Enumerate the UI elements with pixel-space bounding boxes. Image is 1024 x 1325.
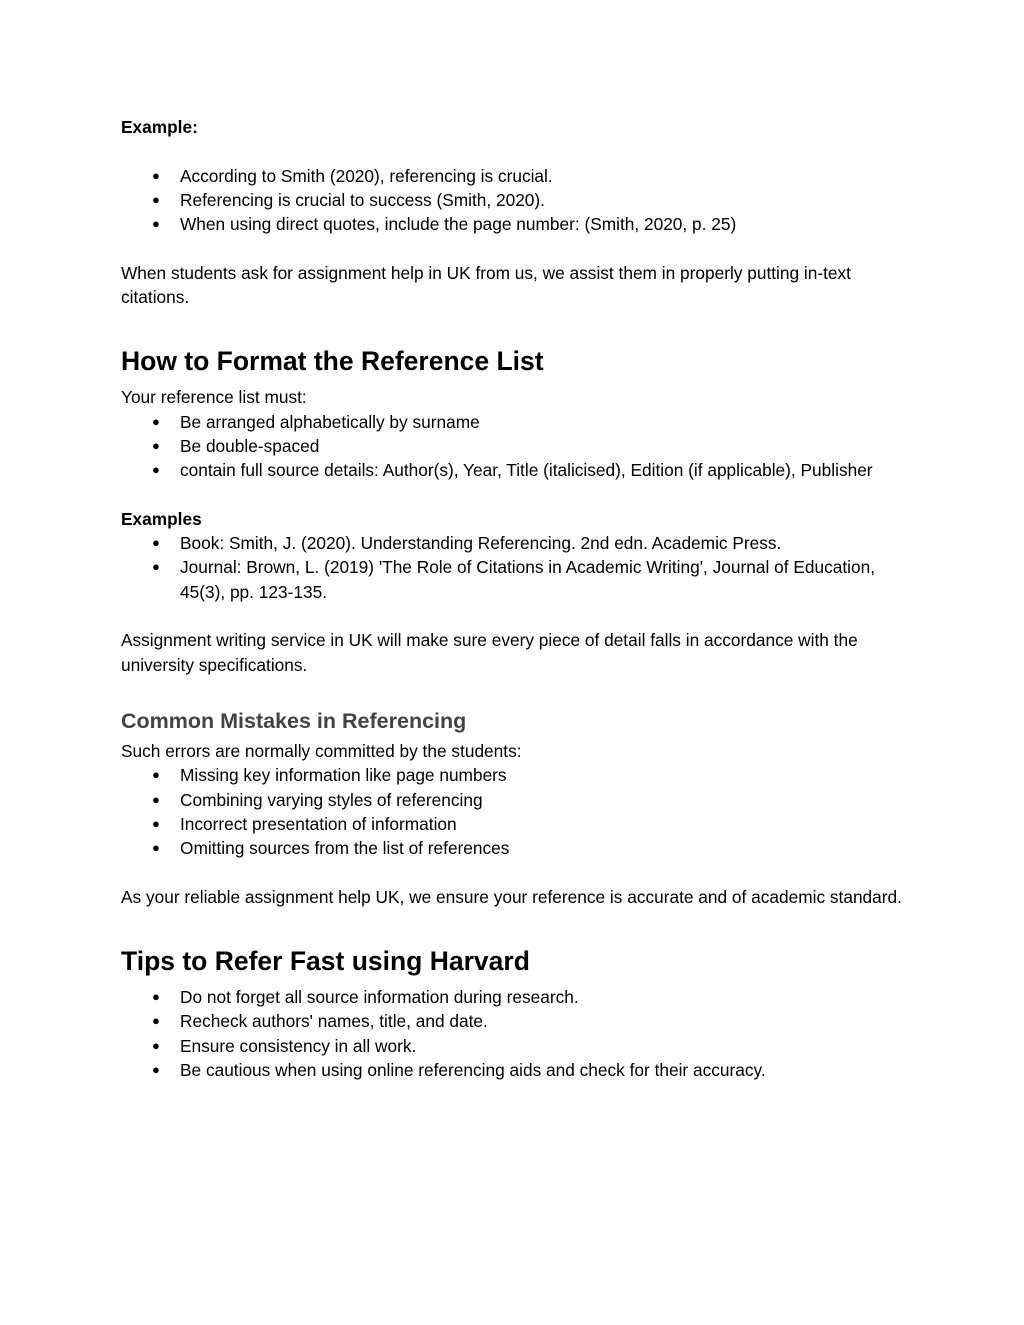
list-item: ● Be arranged alphabetically by surname: [121, 410, 911, 434]
tips-list: [121, 985, 911, 1082]
example-label: Example:: [121, 117, 198, 137]
list-item: ● Journal: Brown, L. (2019) 'The Role of Citations in Academic Writing', Journal of Education, 45(3), pp. 123-135.: [121, 555, 911, 604]
mistakes-list: [121, 763, 911, 860]
list-item: ● contain full source details: Author(s), Year, Title (italicised), Edition (if applicable), Publisher: [121, 458, 911, 482]
examples-label: Examples: [121, 508, 202, 529]
list-item: ● Be cautious when using online referencing aids and check for their accuracy.: [121, 1058, 911, 1082]
mistakes-intro: Such errors are normally committed by the students:: [121, 740, 522, 761]
reference-list-heading: How to Format the Reference List: [121, 346, 544, 377]
reference-list-paragraph: Assignment writing service in UK will make sure every piece of detail falls in accordance with the university specifications.: [121, 630, 858, 675]
list-item: ● When using direct quotes, include the page number: (Smith, 2020, p. 25): [121, 212, 911, 236]
example-paragraph: When students ask for assignment help in UK from us, we assist them in properly putting in-text citations.: [121, 262, 851, 308]
list-item: ● Incorrect presentation of information: [121, 812, 911, 836]
examples-list: [121, 531, 911, 604]
list-item: ● Do not forget all source information during research.: [121, 985, 911, 1009]
mistakes-paragraph: As your reliable assignment help UK, we ensure your reference is accurate and of academic standard.: [121, 886, 902, 907]
list-item: ● Ensure consistency in all work.: [121, 1034, 911, 1058]
list-item: ● Combining varying styles of referencing: [121, 788, 911, 812]
list-item: ● According to Smith (2020), referencing is crucial.: [121, 164, 911, 188]
list-item: ● Be double-spaced: [121, 434, 911, 458]
list-item: ● Referencing is crucial to success (Smith, 2020).: [121, 188, 911, 212]
list-item: ● Omitting sources from the list of references: [121, 836, 911, 860]
example-list: [121, 164, 911, 237]
document-page: [121, 115, 911, 1082]
tips-heading: Tips to Refer Fast using Harvard: [121, 946, 530, 977]
list-item: ● Missing key information like page numbers: [121, 763, 911, 787]
list-item: ● Recheck authors' names, title, and date.: [121, 1009, 911, 1033]
list-item: ● Book: Smith, J. (2020). Understanding Referencing. 2nd edn. Academic Press.: [121, 531, 911, 555]
reference-list-intro: Your reference list must:: [121, 387, 307, 408]
mistakes-heading: Common Mistakes in Referencing: [121, 708, 467, 733]
reference-list-requirements: [121, 410, 911, 483]
